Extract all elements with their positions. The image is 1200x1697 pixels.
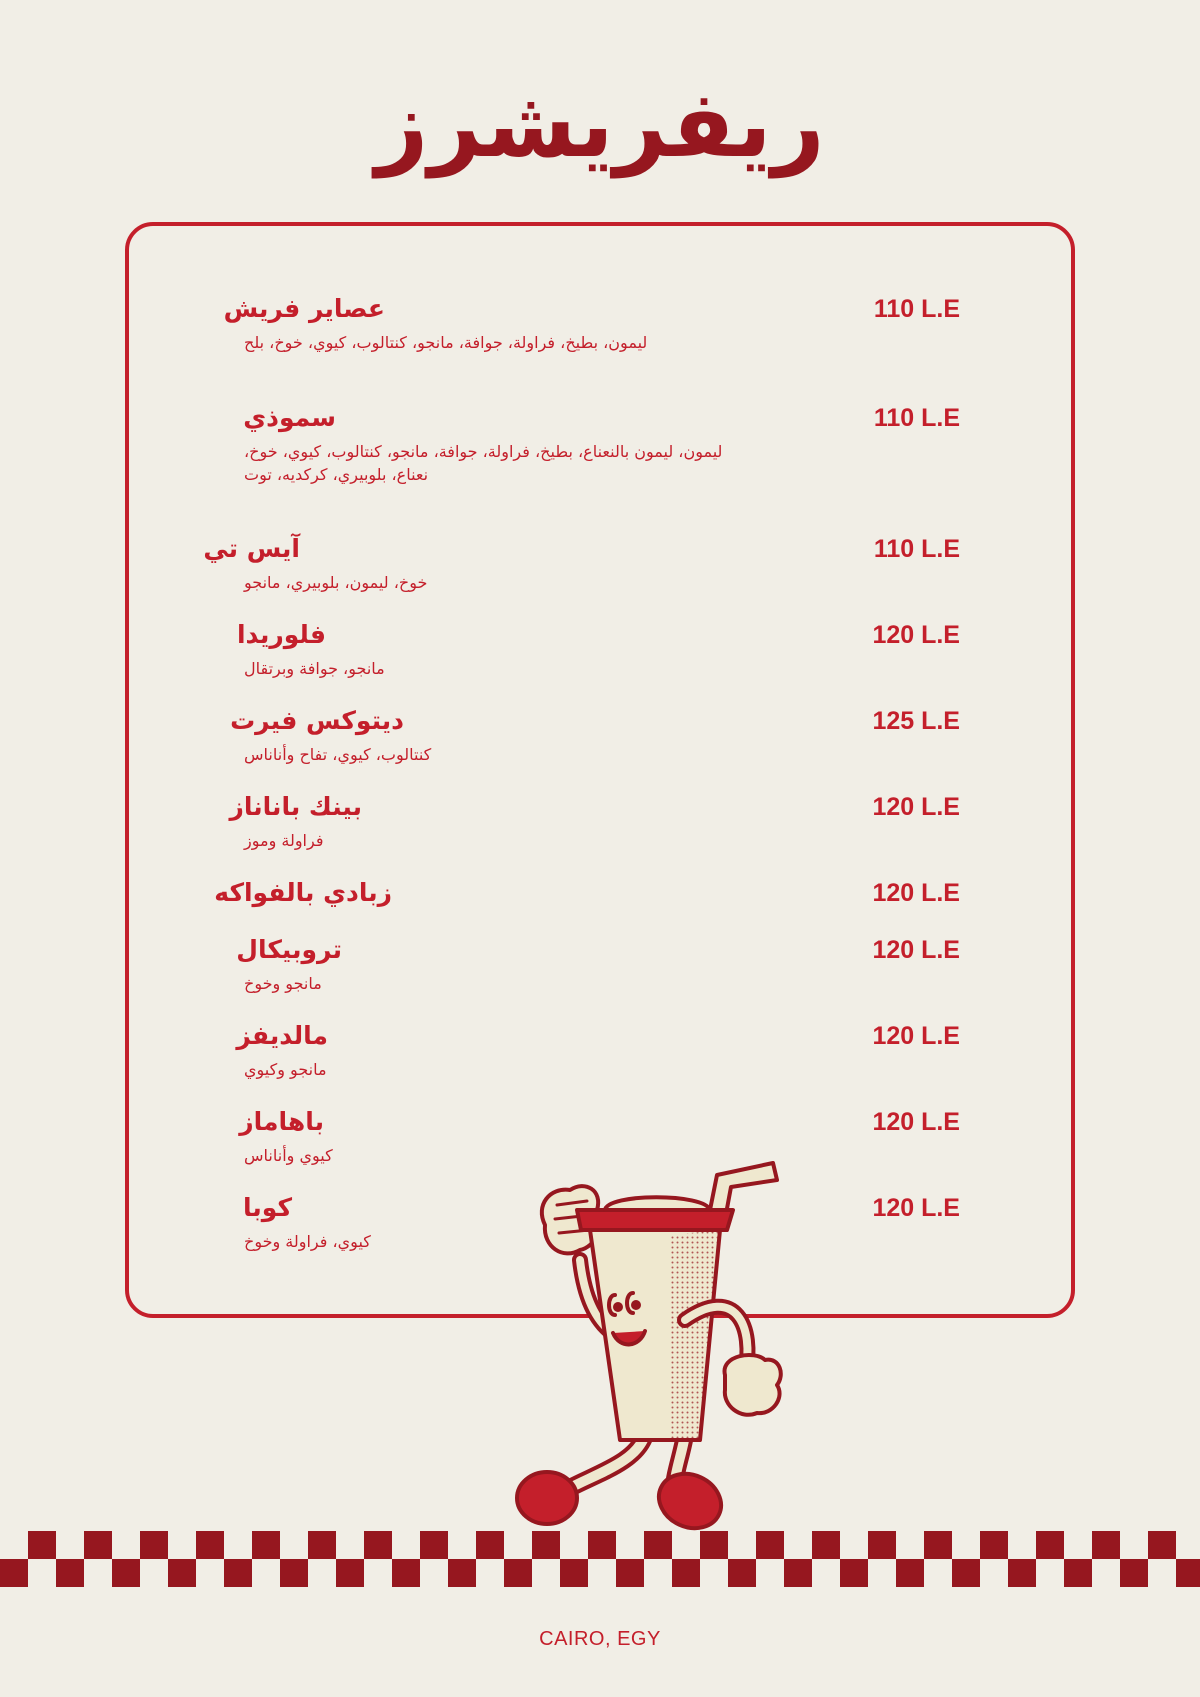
menu-item-description: كنتالوب، كيوي، تفاح وأناناس: [244, 745, 432, 764]
menu-item-description: مانجو وخوخ: [244, 974, 322, 993]
menu-item-description: مانجو، جوافة وبرتقال: [244, 659, 385, 678]
menu-item-name: مالديفز: [236, 1021, 328, 1050]
menu-item-name: تروبيكال: [236, 935, 342, 964]
menu-item-price: 110 L.E: [873, 404, 960, 432]
menu-item-price: 120 L.E: [872, 936, 960, 964]
walking-cup-mascot-icon: [495, 1135, 855, 1535]
menu-item-description: ليمون، ليمون بالنعناع، بطيخ، فراولة، جوافة، مانجو، كنتالوب، كيوي، خوخ، نعناع، بلوبيري، كركديه، توت: [244, 442, 723, 485]
menu-item-name: زبادي بالفواكه: [214, 878, 392, 907]
menu-item-price: 120 L.E: [872, 1108, 960, 1136]
menu-item-price: 120 L.E: [872, 879, 960, 907]
menu-item-price: 120 L.E: [872, 1022, 960, 1050]
footer-location: CAIRO, EGY: [539, 1628, 661, 1650]
menu-item-name: فلوريدا: [236, 620, 326, 649]
menu-item-price: 120 L.E: [872, 1194, 960, 1222]
menu-item-price: 110 L.E: [873, 535, 960, 563]
page-title: ريفريشرز: [375, 71, 825, 178]
menu-item-description: مانجو وكيوي: [244, 1060, 327, 1079]
menu-item-name: باهاماز: [239, 1107, 324, 1136]
menu-item-description: كيوي، فراولة وخوخ: [244, 1232, 371, 1251]
menu-item-price: 125 L.E: [872, 707, 960, 735]
menu-item-price: 120 L.E: [872, 621, 960, 649]
checkered-border: [0, 1531, 1200, 1587]
menu-item-name: آيس تي: [203, 534, 300, 563]
menu-item-description: كيوي وأناناس: [244, 1146, 333, 1165]
menu-item-description: ليمون، بطيخ، فراولة، جوافة، مانجو، كنتالوب، كيوي، خوخ، بلح: [244, 333, 648, 352]
menu-item-price: 110 L.E: [873, 295, 960, 323]
menu-item-name: ديتوكس فيرت: [230, 706, 404, 735]
menu-item-description: خوخ، ليمون، بلوبيري، مانجو: [244, 573, 428, 592]
menu-item-name: بينك باناناز: [229, 792, 362, 821]
menu-item-name: كوبا: [243, 1193, 292, 1222]
menu-item-name: عصاير فريش: [223, 294, 385, 323]
menu-item-name: سموذي: [243, 403, 336, 432]
menu-item-description: فراولة وموز: [244, 831, 324, 850]
menu-item-price: 120 L.E: [872, 793, 960, 821]
